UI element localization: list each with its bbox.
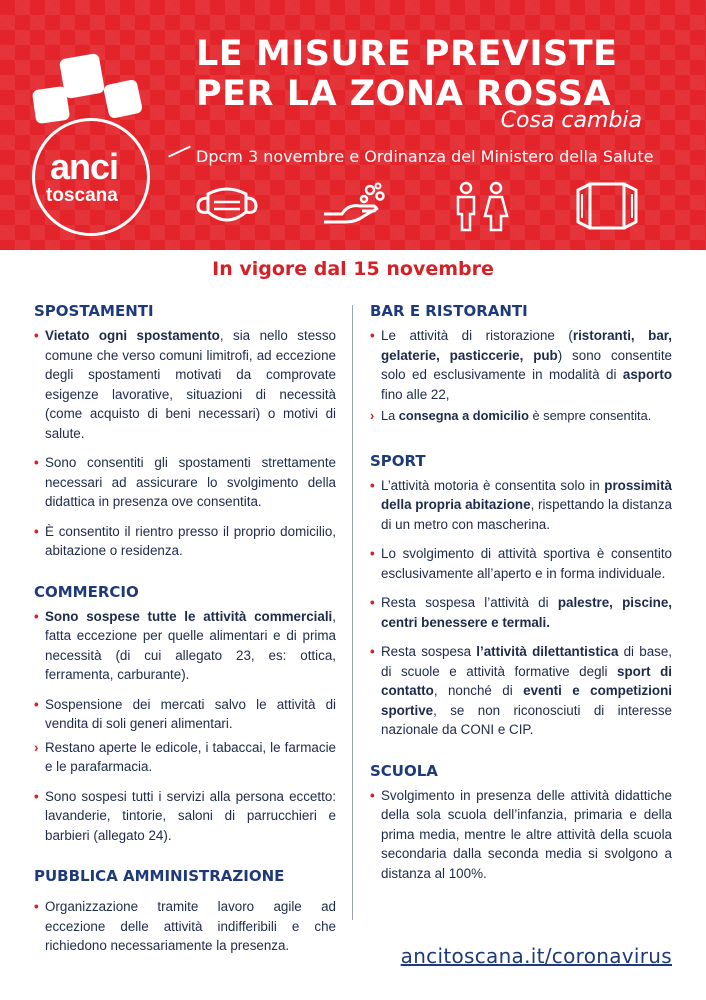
list-subitem: › Restano aperte le edicole, i tabaccai, le farmacie e le parafarmacia. <box>34 739 336 774</box>
section-commercio <box>34 583 336 846</box>
list-item: • Sono consentiti gli spostamenti strettamente necessari ad assicurare lo svolgimento della didattica in presenza ove consentita. <box>34 455 336 509</box>
open-window-icon <box>574 180 640 232</box>
section-bar-ristoranti <box>370 302 672 426</box>
effective-date-heading: In vigore dal 15 novembre <box>212 258 494 280</box>
list-item: • È consentito il rientro presso il proprio domicilio, abitazione o residenza. <box>34 523 336 558</box>
section-title: SPORT <box>370 451 426 470</box>
section-scuola <box>370 762 672 884</box>
decree-arrow <box>168 146 196 169</box>
section-sport <box>370 452 672 740</box>
list-item: • Sono sospesi tutti i servizi alla persona eccetto: lavanderie, tintorie, saloni di parrucchieri e barbieri (allegato 24). <box>34 788 336 843</box>
column-divider <box>352 305 353 920</box>
list-subitem: › La consegna a domicilio è sempre consentita. <box>370 408 652 423</box>
list-item: • Resta sospesa l’attività dilettantistica di base, di scuole e attività formative degli sport di contatto, nonché di eventi e competizioni sportive, se non riconosciuti di interesse nazionale da CONI e CIP. <box>370 644 673 737</box>
list-item: • L’attività motoria è consentita solo in prossimità della propria abitazione, rispettando la distanza di un metro con mascherina. <box>370 477 672 532</box>
coronavirus-info-link[interactable]: ancitoscana.it/coronavirus <box>400 944 672 968</box>
list-item: • Sospensione dei mercati salvo le attività di vendita di soli generi alimentari. <box>34 696 336 731</box>
page-title-line1: LE MISURE PREVISTE <box>196 34 618 74</box>
left-column <box>34 302 336 970</box>
page-subtitle: Cosa cambia <box>500 108 642 133</box>
logo-text-anci: anci <box>50 146 119 187</box>
list-item: • Le attività di ristorazione (ristoranti, bar, gelaterie, pasticcerie, pub) sono consentite solo ed esclusivamente in modalità di asporto fino alle 22, <box>370 328 672 402</box>
list-item: • Lo svolgimento di attività sportiva è consentito esclusivamente all’aperto e in forma individuale. <box>370 546 672 581</box>
section-spostamenti <box>34 302 336 561</box>
list-item: • Organizzazione tramite lavoro agile ad eccezione delle attività indifferibili e che richiedono necessariamente la presenza. <box>34 899 336 953</box>
logo-text-toscana: toscana <box>46 185 118 206</box>
list-item: • Sono sospese tutte le attività commerciali, fatta eccezione per quelle alimentari e di prima necessità (di cui allegato 23, es: ottica, ferramenta, carburante). <box>34 608 336 682</box>
right-column <box>370 302 672 897</box>
section-title: COMMERCIO <box>34 582 139 601</box>
section-title: SPOSTAMENTI <box>34 302 154 320</box>
list-item: • Svolgimento in presenza delle attività didattiche della sola scuola dell’infanzia, primaria e della prima media, mentre le altre attività della scuola secondaria dalla seconda media si svolgono a distanza al 100%. <box>370 787 672 881</box>
header-banner <box>0 0 706 250</box>
section-title: SCUOLA <box>370 761 438 780</box>
section-title: PUBBLICA AMMINISTRAZIONE <box>34 867 285 885</box>
decree-reference: Dpcm 3 novembre e Ordinanza del Ministero della Salute <box>196 147 654 166</box>
page-title-line2: PER LA ZONA ROSSA <box>196 74 612 114</box>
section-pubblica-amministrazione <box>34 867 336 956</box>
hand-washing-icon <box>322 180 388 232</box>
mask-icon <box>194 180 260 232</box>
list-item: • Resta sospesa l’attività di palestre, piscine, centri benessere e termali. <box>370 595 672 630</box>
list-item: • Vietato ogni spostamento, sia nello stesso comune che verso comuni limitrofi, ad eccezione degli spostamenti motivati da comprovate esigenze lavorative, situazioni di necessità (come acquisto di beni necessari) o motivi di salute. <box>34 328 336 441</box>
section-title: BAR E RISTORANTI <box>370 302 528 320</box>
distancing-people-icon <box>448 180 514 232</box>
anci-toscana-logo <box>26 48 156 206</box>
